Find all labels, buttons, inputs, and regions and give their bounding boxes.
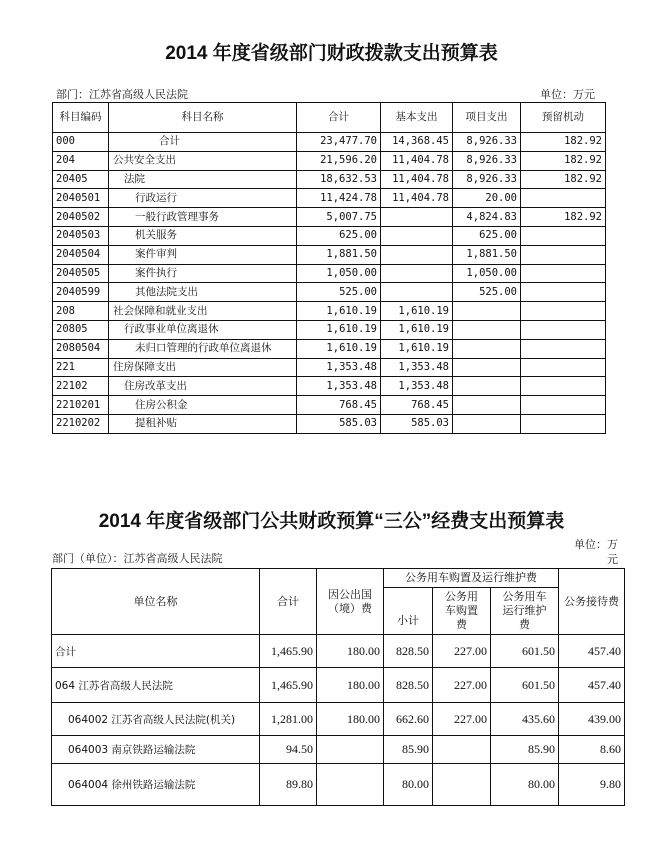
row-basic <box>381 264 453 283</box>
row-total: 1,050.00 <box>297 264 381 283</box>
row-reserve: 182.92 <box>521 170 606 189</box>
row-total: 625.00 <box>297 226 381 245</box>
row-name: 住房公积金 <box>109 396 297 415</box>
header-reserve: 预留机动 <box>521 103 606 133</box>
row-total: 525.00 <box>297 283 381 302</box>
table-row <box>53 302 606 321</box>
row-basic <box>381 226 453 245</box>
row-reserve <box>521 189 606 208</box>
row-name: 案件审判 <box>109 245 297 264</box>
row-unit-name: 064004 徐州铁路运输法院 <box>52 764 260 806</box>
row-total: 1,353.48 <box>297 377 381 396</box>
row-operation: 601.50 <box>491 635 559 668</box>
row-basic: 1,610.19 <box>381 339 453 358</box>
table-row <box>52 736 625 764</box>
table2-unit: 单位：万元 <box>574 538 618 566</box>
row-code: 2040504 <box>53 245 109 264</box>
row-total: 1,465.90 <box>260 668 317 703</box>
row-purchase: 227.00 <box>433 668 491 703</box>
row-total: 1,465.90 <box>260 635 317 668</box>
row-reception: 9.80 <box>559 764 625 806</box>
row-name: 案件执行 <box>109 264 297 283</box>
row-total: 11,424.78 <box>297 189 381 208</box>
table-row <box>52 668 625 703</box>
row-name: 未归口管理的行政单位离退休 <box>109 339 297 358</box>
table-row <box>53 170 606 189</box>
header-vehicle-group: 公务用车购置及运行维护费 <box>384 569 559 588</box>
row-purchase: 227.00 <box>433 703 491 736</box>
three-public-expenses-table <box>51 568 625 806</box>
row-code: 20405 <box>53 170 109 189</box>
table2-department: 部门（单位）：江苏省高级人民法院 <box>52 552 223 565</box>
row-operation: 435.60 <box>491 703 559 736</box>
table-row <box>53 151 606 170</box>
row-total: 1,610.19 <box>297 302 381 321</box>
row-overseas <box>317 736 384 764</box>
row-unit-name: 064003 南京铁路运输法院 <box>52 736 260 764</box>
row-total: 1,353.48 <box>297 358 381 377</box>
table-row <box>52 635 625 668</box>
table-row <box>53 189 606 208</box>
row-total: 23,477.70 <box>297 133 381 152</box>
table-header-row <box>52 569 625 588</box>
row-name: 行政运行 <box>109 189 297 208</box>
row-basic: 11,404.78 <box>381 151 453 170</box>
row-subtotal: 662.60 <box>384 703 433 736</box>
row-project: 1,050.00 <box>453 264 521 283</box>
row-reception: 8.60 <box>559 736 625 764</box>
row-unit-name: 合计 <box>52 635 260 668</box>
row-code: 208 <box>53 302 109 321</box>
row-basic: 1,610.19 <box>381 302 453 321</box>
row-code: 2040599 <box>53 283 109 302</box>
row-total: 94.50 <box>260 736 317 764</box>
row-basic: 11,404.78 <box>381 189 453 208</box>
row-code: 2040501 <box>53 189 109 208</box>
table-row <box>53 414 606 433</box>
row-total: 1,281.00 <box>260 703 317 736</box>
row-name: 提租补贴 <box>109 414 297 433</box>
row-basic: 768.45 <box>381 396 453 415</box>
row-code: 204 <box>53 151 109 170</box>
row-project <box>453 377 521 396</box>
row-overseas: 180.00 <box>317 703 384 736</box>
table-header-row <box>53 103 606 133</box>
table-row <box>53 226 606 245</box>
row-unit-name: 064002 江苏省高级人民法院(机关) <box>52 703 260 736</box>
header-total: 合计 <box>260 569 317 635</box>
row-total: 1,610.19 <box>297 320 381 339</box>
row-code: 2040503 <box>53 226 109 245</box>
row-code: 2040502 <box>53 208 109 227</box>
row-reserve <box>521 302 606 321</box>
table-row <box>53 339 606 358</box>
row-reception: 457.40 <box>559 668 625 703</box>
row-reserve <box>521 358 606 377</box>
row-total: 1,881.50 <box>297 245 381 264</box>
table-row <box>53 245 606 264</box>
row-basic: 1,610.19 <box>381 320 453 339</box>
header-project: 项目支出 <box>453 103 521 133</box>
row-subtotal: 828.50 <box>384 668 433 703</box>
row-unit-name: 064 江苏省高级人民法院 <box>52 668 260 703</box>
row-operation: 601.50 <box>491 668 559 703</box>
row-project <box>453 302 521 321</box>
table1-unit: 单位：万元 <box>540 88 595 101</box>
row-reserve <box>521 226 606 245</box>
row-reserve <box>521 320 606 339</box>
row-project <box>453 358 521 377</box>
row-code: 000 <box>53 133 109 152</box>
row-subtotal: 828.50 <box>384 635 433 668</box>
row-overseas: 180.00 <box>317 668 384 703</box>
row-total: 585.03 <box>297 414 381 433</box>
row-total: 21,596.20 <box>297 151 381 170</box>
row-project: 4,824.83 <box>453 208 521 227</box>
row-name: 合计 <box>109 133 297 152</box>
table1-department: 部门：江苏省高级人民法院 <box>56 88 188 101</box>
row-reception: 457.40 <box>559 635 625 668</box>
row-reserve <box>521 414 606 433</box>
table1-title: 2014 年度省级部门财政拨款支出预算表 <box>165 43 498 64</box>
row-project: 625.00 <box>453 226 521 245</box>
row-name: 社会保障和就业支出 <box>109 302 297 321</box>
row-reserve: 182.92 <box>521 151 606 170</box>
header-basic: 基本支出 <box>381 103 453 133</box>
row-name: 公共安全支出 <box>109 151 297 170</box>
row-project <box>453 339 521 358</box>
row-project <box>453 414 521 433</box>
table-row <box>52 764 625 806</box>
row-project: 8,926.33 <box>453 151 521 170</box>
row-code: 22102 <box>53 377 109 396</box>
header-total: 合计 <box>297 103 381 133</box>
row-code: 20805 <box>53 320 109 339</box>
row-operation: 80.00 <box>491 764 559 806</box>
row-reserve: 182.92 <box>521 133 606 152</box>
row-name: 住房改革支出 <box>109 377 297 396</box>
row-name: 住房保障支出 <box>109 358 297 377</box>
table-row <box>52 703 625 736</box>
table-row <box>53 358 606 377</box>
row-code: 2040505 <box>53 264 109 283</box>
row-reception: 439.00 <box>559 703 625 736</box>
row-reserve <box>521 396 606 415</box>
row-basic <box>381 283 453 302</box>
row-overseas: 180.00 <box>317 635 384 668</box>
row-subtotal: 80.00 <box>384 764 433 806</box>
header-operation: 公务用车运行维护费 <box>491 588 559 635</box>
header-reception: 公务接待费 <box>559 569 625 635</box>
row-total: 1,610.19 <box>297 339 381 358</box>
row-purchase <box>433 736 491 764</box>
row-reserve: 182.92 <box>521 208 606 227</box>
row-total: 5,007.75 <box>297 208 381 227</box>
table-row <box>53 396 606 415</box>
row-basic: 585.03 <box>381 414 453 433</box>
row-project: 525.00 <box>453 283 521 302</box>
row-name: 行政事业单位离退休 <box>109 320 297 339</box>
row-name: 其他法院支出 <box>109 283 297 302</box>
row-project <box>453 396 521 415</box>
row-code: 2210202 <box>53 414 109 433</box>
row-reserve <box>521 283 606 302</box>
row-purchase <box>433 764 491 806</box>
row-basic <box>381 245 453 264</box>
row-basic: 11,404.78 <box>381 170 453 189</box>
row-reserve <box>521 377 606 396</box>
table-row <box>53 208 606 227</box>
row-project: 20.00 <box>453 189 521 208</box>
table-row <box>53 283 606 302</box>
row-name: 机关服务 <box>109 226 297 245</box>
row-basic: 1,353.48 <box>381 358 453 377</box>
row-basic: 1,353.48 <box>381 377 453 396</box>
row-overseas <box>317 764 384 806</box>
row-basic <box>381 208 453 227</box>
row-project: 1,881.50 <box>453 245 521 264</box>
row-code: 221 <box>53 358 109 377</box>
table2-title: 2014 年度省级部门公共财政预算“三公”经费支出预算表 <box>98 511 565 532</box>
row-project: 8,926.33 <box>453 170 521 189</box>
row-subtotal: 85.90 <box>384 736 433 764</box>
row-reserve <box>521 339 606 358</box>
row-total: 768.45 <box>297 396 381 415</box>
table-row <box>53 377 606 396</box>
header-unit-name: 单位名称 <box>52 569 260 635</box>
header-subtotal: 小计 <box>384 588 433 635</box>
row-basic: 14,368.45 <box>381 133 453 152</box>
header-overseas: 因公出国（境）费 <box>317 569 384 635</box>
row-name: 一般行政管理事务 <box>109 208 297 227</box>
header-name: 科目名称 <box>109 103 297 133</box>
appropriation-expenditure-table <box>52 102 606 434</box>
header-purchase: 公务用车购置费 <box>433 588 491 635</box>
row-code: 2080504 <box>53 339 109 358</box>
row-total: 89.80 <box>260 764 317 806</box>
table-row <box>53 264 606 283</box>
header-code: 科目编码 <box>53 103 109 133</box>
row-reserve <box>521 264 606 283</box>
row-project: 8,926.33 <box>453 133 521 152</box>
row-purchase: 227.00 <box>433 635 491 668</box>
row-reserve <box>521 245 606 264</box>
table-row <box>53 133 606 152</box>
row-name: 法院 <box>109 170 297 189</box>
row-operation: 85.90 <box>491 736 559 764</box>
row-project <box>453 320 521 339</box>
row-code: 2210201 <box>53 396 109 415</box>
row-total: 18,632.53 <box>297 170 381 189</box>
table-row <box>53 320 606 339</box>
